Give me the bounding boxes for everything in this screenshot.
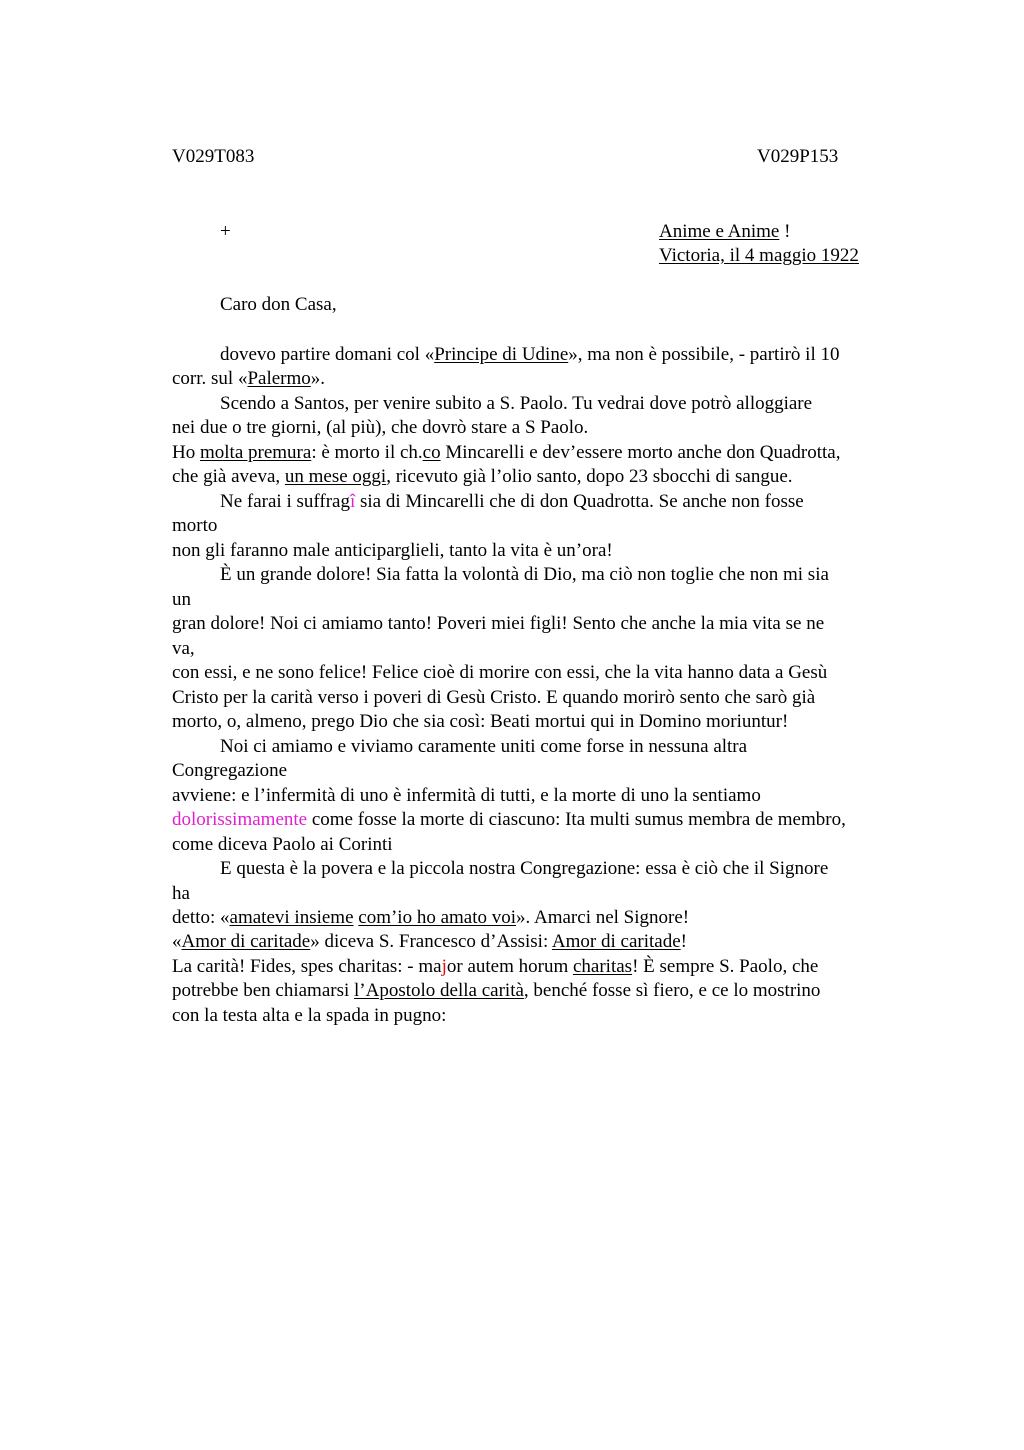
body-line: ha: [172, 883, 190, 904]
body-line: gran dolore! Noi ci amiamo tanto! Poveri miei figli! Sento che anche la mia vita se ne: [172, 613, 825, 634]
ship-name: Palermo: [247, 368, 311, 389]
body-line: «Amor di caritade» diceva S. Francesco d’Assisi: Amor di caritade!: [172, 931, 687, 952]
body-line: La carità! Fides, spes charitas: - major autem horum charitas! È sempre S. Paolo, che: [172, 956, 819, 977]
body-line: Noi ci amiamo e viviamo caramente uniti come forse in nessuna altra: [220, 736, 748, 757]
body-line: con la testa alta e la spada in pugno:: [172, 1005, 447, 1026]
body-line: dolorissimamente come fosse la morte di ciascuno: Ita multi sumus membra de membro,: [172, 809, 846, 830]
body-line: Ne farai i suffragî sia di Mincarelli che di don Quadrotta. Se anche non fosse: [220, 491, 804, 512]
highlight-char: î: [349, 491, 356, 512]
body-line: morto: [172, 515, 218, 536]
dateline: [659, 245, 859, 267]
cross-mark: +: [220, 221, 231, 242]
body-line: avviene: e l’infermità di uno è infermità di tutti, e la morte di uno la sentiamo: [172, 785, 761, 806]
body-line: come diceva Paolo ai Corinti: [172, 834, 393, 855]
body-line: Cristo per la carità verso i poveri di Gesù Cristo. E quando morirò sento che sarò già: [172, 687, 816, 708]
body-line: È un grande dolore! Sia fatta la volontà di Dio, ma ciò non toglie che non mi sia: [220, 564, 829, 585]
body-line: E questa è la povera e la piccola nostra Congregazione: essa è ciò che il Signore: [220, 858, 829, 879]
highlight-char: j: [441, 956, 447, 977]
body-line: Congregazione: [172, 760, 288, 781]
document-code-left: V029T083: [172, 146, 255, 167]
body-line: corr. sul «Palermo».: [172, 368, 326, 389]
body-line: dovevo partire domani col «Principe di Udine», ma non è possibile, - partirò il 10: [220, 344, 840, 365]
body-line: detto: «amatevi insieme com’io ho amato voi». Amarci nel Signore!: [172, 907, 690, 928]
body-line: che già aveva, un mese oggi, ricevuto già l’olio santo, dopo 23 sbocchi di sangue.: [172, 466, 793, 487]
motto: [659, 221, 790, 243]
body-line: non gli faranno male anticiparglieli, tanto la vita è un’ora!: [172, 540, 613, 561]
motto-suffix: !: [779, 221, 791, 242]
highlight-word: dolorissimamente: [172, 809, 308, 830]
body-line: va,: [172, 638, 195, 659]
document-code-right: V029P153: [757, 146, 839, 167]
motto-text: Anime e Anime: [659, 221, 780, 242]
body-line: potrebbe ben chiamarsi l’Apostolo della carità, benché fosse sì fiero, e ce lo mostrino: [172, 980, 821, 1001]
ship-name: Principe di Udine: [434, 344, 569, 365]
body-line: Ho molta premura: è morto il ch.co Mincarelli e dev’essere morto anche don Quadrotta,: [172, 442, 841, 463]
salutation: Caro don Casa,: [220, 294, 337, 315]
body-line: nei due o tre giorni, (al più), che dovrò stare a S Paolo.: [172, 417, 589, 438]
body-line: con essi, e ne sono felice! Felice cioè di morire con essi, che la vita hanno data a Gesù: [172, 662, 828, 683]
body-line: un: [172, 589, 191, 610]
body-line: morto, o, almeno, prego Dio che sia così: Beati mortui qui in Domino moriuntur!: [172, 711, 789, 732]
dateline-text: Victoria, il 4 maggio 1922: [659, 245, 859, 266]
body-line: Scendo a Santos, per venire subito a S. Paolo. Tu vedrai dove potrò alloggiare: [220, 393, 813, 414]
